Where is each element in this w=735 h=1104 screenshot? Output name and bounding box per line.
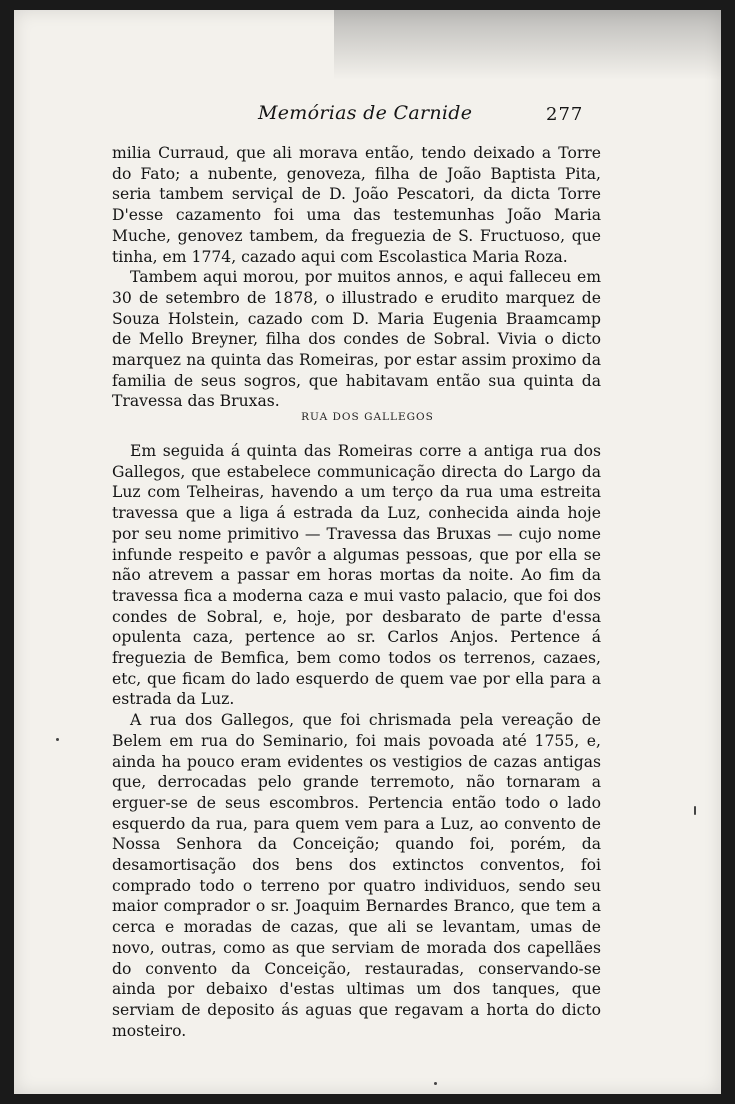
running-title: Memórias de Carnide <box>258 102 473 124</box>
scan-speck <box>56 738 59 741</box>
paragraph: Tambem aqui morou, por muitos annos, e aqui falleceu em 30 de setembro de 1878, o illustrado e erudito marquez de Souza Holstein, cazado com D. Maria Eugenia Braamcamp de Mello Breyner, filha dos condes de Sobral. Vivia o dicto marquez na quinta das Romeiras, por estar assim proximo da familia de seus sogros, que habitavam então sua quinta da Travessa das Bruxas. <box>112 268 601 411</box>
scan-shadow <box>334 10 721 80</box>
section-heading: RUA DOS GALLEGOS <box>301 411 434 423</box>
scan-speck <box>434 1082 437 1085</box>
paragraph: milia Curraud, que ali morava então, tendo deixado a Torre do Fato; a nubente, genoveza, filha de João Baptista Pita, seria tambem serviçal de D. João Pescatori, da dicta Torre D'esse cazamento foi uma das testemunhas João Maria Muche, genovez tambem, da freguezia de S. Fructuoso, que tinha, em 1774, cazado aqui com Escolastica Maria Roza. <box>112 144 601 266</box>
paragraph: Em seguida á quinta das Romeiras corre a antiga rua dos Gallegos, que estabelece communicação directa do Largo da Luz com Telheiras, havendo a um terço da rua uma estreita travessa que a liga á estrada da Luz, conhecida ainda hoje por seu nome primitivo — Travessa das Bruxas — cujo nome infunde respeito e pavôr a algumas pessoas, que por ella se não atrevem a passar em horas mortas da noite. Ao fim da travessa fica a moderna caza e mui vasto palacio, que foi dos condes de Sobral, e, hoje, por desbarato de parte d'essa opulenta caza, pertence ao sr. Carlos Anjos. Pertence á freguezia de Bemfica, bem como todos os terrenos, cazaes, etc, que ficam do lado esquerdo de quem vae por ella para a estrada da Luz. <box>112 442 601 709</box>
scan-speck <box>694 806 696 815</box>
text-block-top <box>112 143 601 412</box>
paragraph: A rua dos Gallegos, que foi chrismada pela vereação de Belem em rua do Seminario, foi mais povoada até 1755, e, ainda ha pouco eram evidentes os vestigios de cazas antigas que, derrocadas pelo grande terremoto, não tornaram a erguer-se de seus escombros. Pertencia então todo o lado esquerdo da rua, para quem vem para a Luz, ao convento de Nossa Senhora da Conceição; quando foi, porém, da desamortisação dos bens dos extinctos conventos, foi comprado todo o terreno por quatro individuos, sendo seu maior comprador o sr. Joaquim Bernardes Branco, que tem a cerca e moradas de cazas, que ali se levantam, umas de novo, outras, como as que serviam de morada dos capellães do convento da Conceição, restauradas, conservando-se ainda por debaixo d'estas ultimas um dos tanques, que serviam de deposito ás aguas que regavam a horta do dicto mosteiro. <box>112 711 601 1040</box>
book-page <box>14 10 721 1094</box>
page-number: 277 <box>546 104 584 125</box>
text-block-bottom <box>112 441 601 1041</box>
running-header <box>14 102 721 132</box>
